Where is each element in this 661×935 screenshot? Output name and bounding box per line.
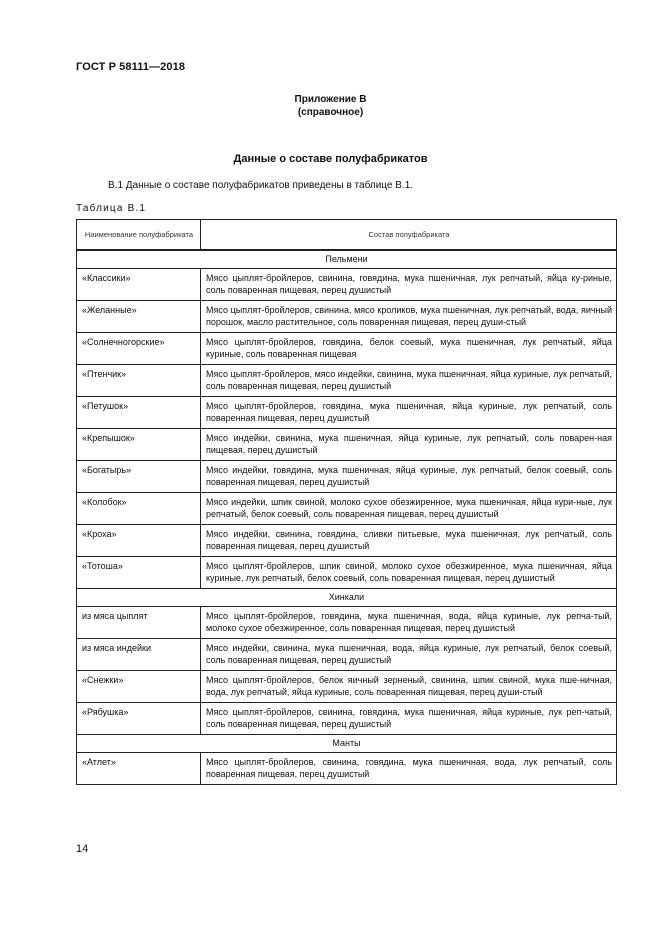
product-name: «Тотоша» — [77, 557, 201, 589]
table-row — [77, 333, 617, 365]
product-composition: Мясо цыплят-бройлеров, свинина, говядина, мука пшеничная, вода, лук репчатый, соль поваренная пищевая, перец душистый — [201, 753, 617, 785]
product-name: «Колобок» — [77, 493, 201, 525]
product-composition: Мясо индейки, шпик свиной, молоко сухое обезжиренное, мука пшеничная, яйца кури-ные, лук репчатый, белок соевый, соль поваренная пищевая, перец душистый — [201, 493, 617, 525]
header-composition-column: Состав полуфабриката — [201, 220, 617, 251]
group-title: Хинкали — [77, 589, 617, 607]
product-name: «Солнечногорские» — [77, 333, 201, 365]
product-name: «Классики» — [77, 269, 201, 301]
product-composition: Мясо цыплят-бройлеров, шпик свиной, молоко сухое обезжиренное, мука пшеничная, яйца куриные, лук репчатый, белок соевый, соль поваренная пищевая, перец душистый — [201, 557, 617, 589]
product-composition: Мясо цыплят-бройлеров, свинина, говядина, мука пшеничная, яйца куриные, лук реп-чатый, соль поваренная пищевая, перец душистый — [201, 703, 617, 735]
product-composition: Мясо индейки, свинина, мука пшеничная, вода, яйца куриные, лук репчатый, белок соевый, соль поваренная пищевая, перец душистый — [201, 639, 617, 671]
table-row — [77, 671, 617, 703]
table-header-row — [77, 220, 617, 251]
table-row — [77, 429, 617, 461]
product-composition: Мясо цыплят-бройлеров, белок яичный зерненый, свинина, шпик свиной, мука пше-ничная, вода, лук репчатый, яйца куриные, соль поваренная пищевая, перец души-стый — [201, 671, 617, 703]
product-name: «Богатырь» — [77, 461, 201, 493]
product-composition: Мясо цыплят-бройлеров, говядина, белок соевый, мука пшеничная, лук репчатый, яйца куриные, соль поваренная пищевая — [201, 333, 617, 365]
product-composition: Мясо цыплят-бройлеров, мясо индейки, свинина, мука пшеничная, яйца куриные, лук репчатый, соль поваренная пищевая, перец душистый — [201, 365, 617, 397]
composition-table — [76, 219, 617, 785]
product-name: «Рябушка» — [77, 703, 201, 735]
product-composition: Мясо цыплят-бройлеров, говядина, мука пшеничная, яйца куриные, лук репчатый, соль поваренная пищевая, перец душистый — [201, 397, 617, 429]
header-name-column: Наименование полуфабриката — [77, 220, 201, 251]
product-composition: Мясо цыплят-бройлеров, свинина, говядина, мука пшеничная, лук репчатый, яйца ку-риные, соль поваренная пищевая, перец душистый — [201, 269, 617, 301]
product-name: «Птенчик» — [77, 365, 201, 397]
table-row — [77, 607, 617, 639]
product-name: «Петушок» — [77, 397, 201, 429]
product-name: «Крепышок» — [77, 429, 201, 461]
table-caption: Таблица В.1 — [76, 203, 147, 214]
table-row — [77, 397, 617, 429]
product-composition: Мясо индейки, говядина, мука пшеничная, яйца куриные, лук репчатый, белок соевый, соль поваренная пищевая, перец душистый — [201, 461, 617, 493]
group-title: Манты — [77, 735, 617, 753]
table-row — [77, 639, 617, 671]
table-row — [77, 269, 617, 301]
group-row — [77, 250, 617, 269]
group-title: Пельмени — [77, 250, 617, 269]
product-name: «Снежки» — [77, 671, 201, 703]
appendix-heading — [0, 93, 661, 119]
table-row — [77, 703, 617, 735]
product-name: «Кроха» — [77, 525, 201, 557]
table-body — [77, 250, 617, 785]
table-row — [77, 461, 617, 493]
group-row — [77, 589, 617, 607]
appendix-title: Приложение В — [294, 94, 367, 105]
product-composition: Мясо цыплят-бройлеров, говядина, мука пшеничная, вода, яйца куриные, лук репча-тый, молоко сухое обезжиренное, соль поваренная пищевая, перец душистый — [201, 607, 617, 639]
table-row — [77, 493, 617, 525]
intro-paragraph: В.1 Данные о составе полуфабрикатов приведены в таблице В.1. — [108, 180, 414, 191]
table-row — [77, 365, 617, 397]
product-name: «Атлет» — [77, 753, 201, 785]
product-name: из мяса индейки — [77, 639, 201, 671]
section-title: Данные о составе полуфабрикатов — [233, 153, 428, 165]
table-row — [77, 557, 617, 589]
product-composition: Мясо индейки, свинина, мука пшеничная, яйца куриные, лук репчатый, соль поварен-ная пищевая, перец душистый — [201, 429, 617, 461]
group-row — [77, 735, 617, 753]
product-composition: Мясо цыплят-бройлеров, свинина, мясо кроликов, мука пшеничная, лук репчатый, вода, яичный порошок, масло растительное, соль поваренная пищевая, перец души-стый — [201, 301, 617, 333]
appendix-subtitle: (справочное) — [297, 107, 364, 118]
product-name: «Желанные» — [77, 301, 201, 333]
product-name: из мяса цыплят — [77, 607, 201, 639]
product-composition: Мясо индейки, свинина, говядина, сливки питьевые, мука пшеничная, лук репчатый, соль поваренная пищевая, перец душистый — [201, 525, 617, 557]
page-number: 14 — [76, 843, 89, 855]
document-code: ГОСТ Р 58111—2018 — [76, 61, 186, 73]
table-row — [77, 301, 617, 333]
table-row — [77, 525, 617, 557]
table-row — [77, 753, 617, 785]
